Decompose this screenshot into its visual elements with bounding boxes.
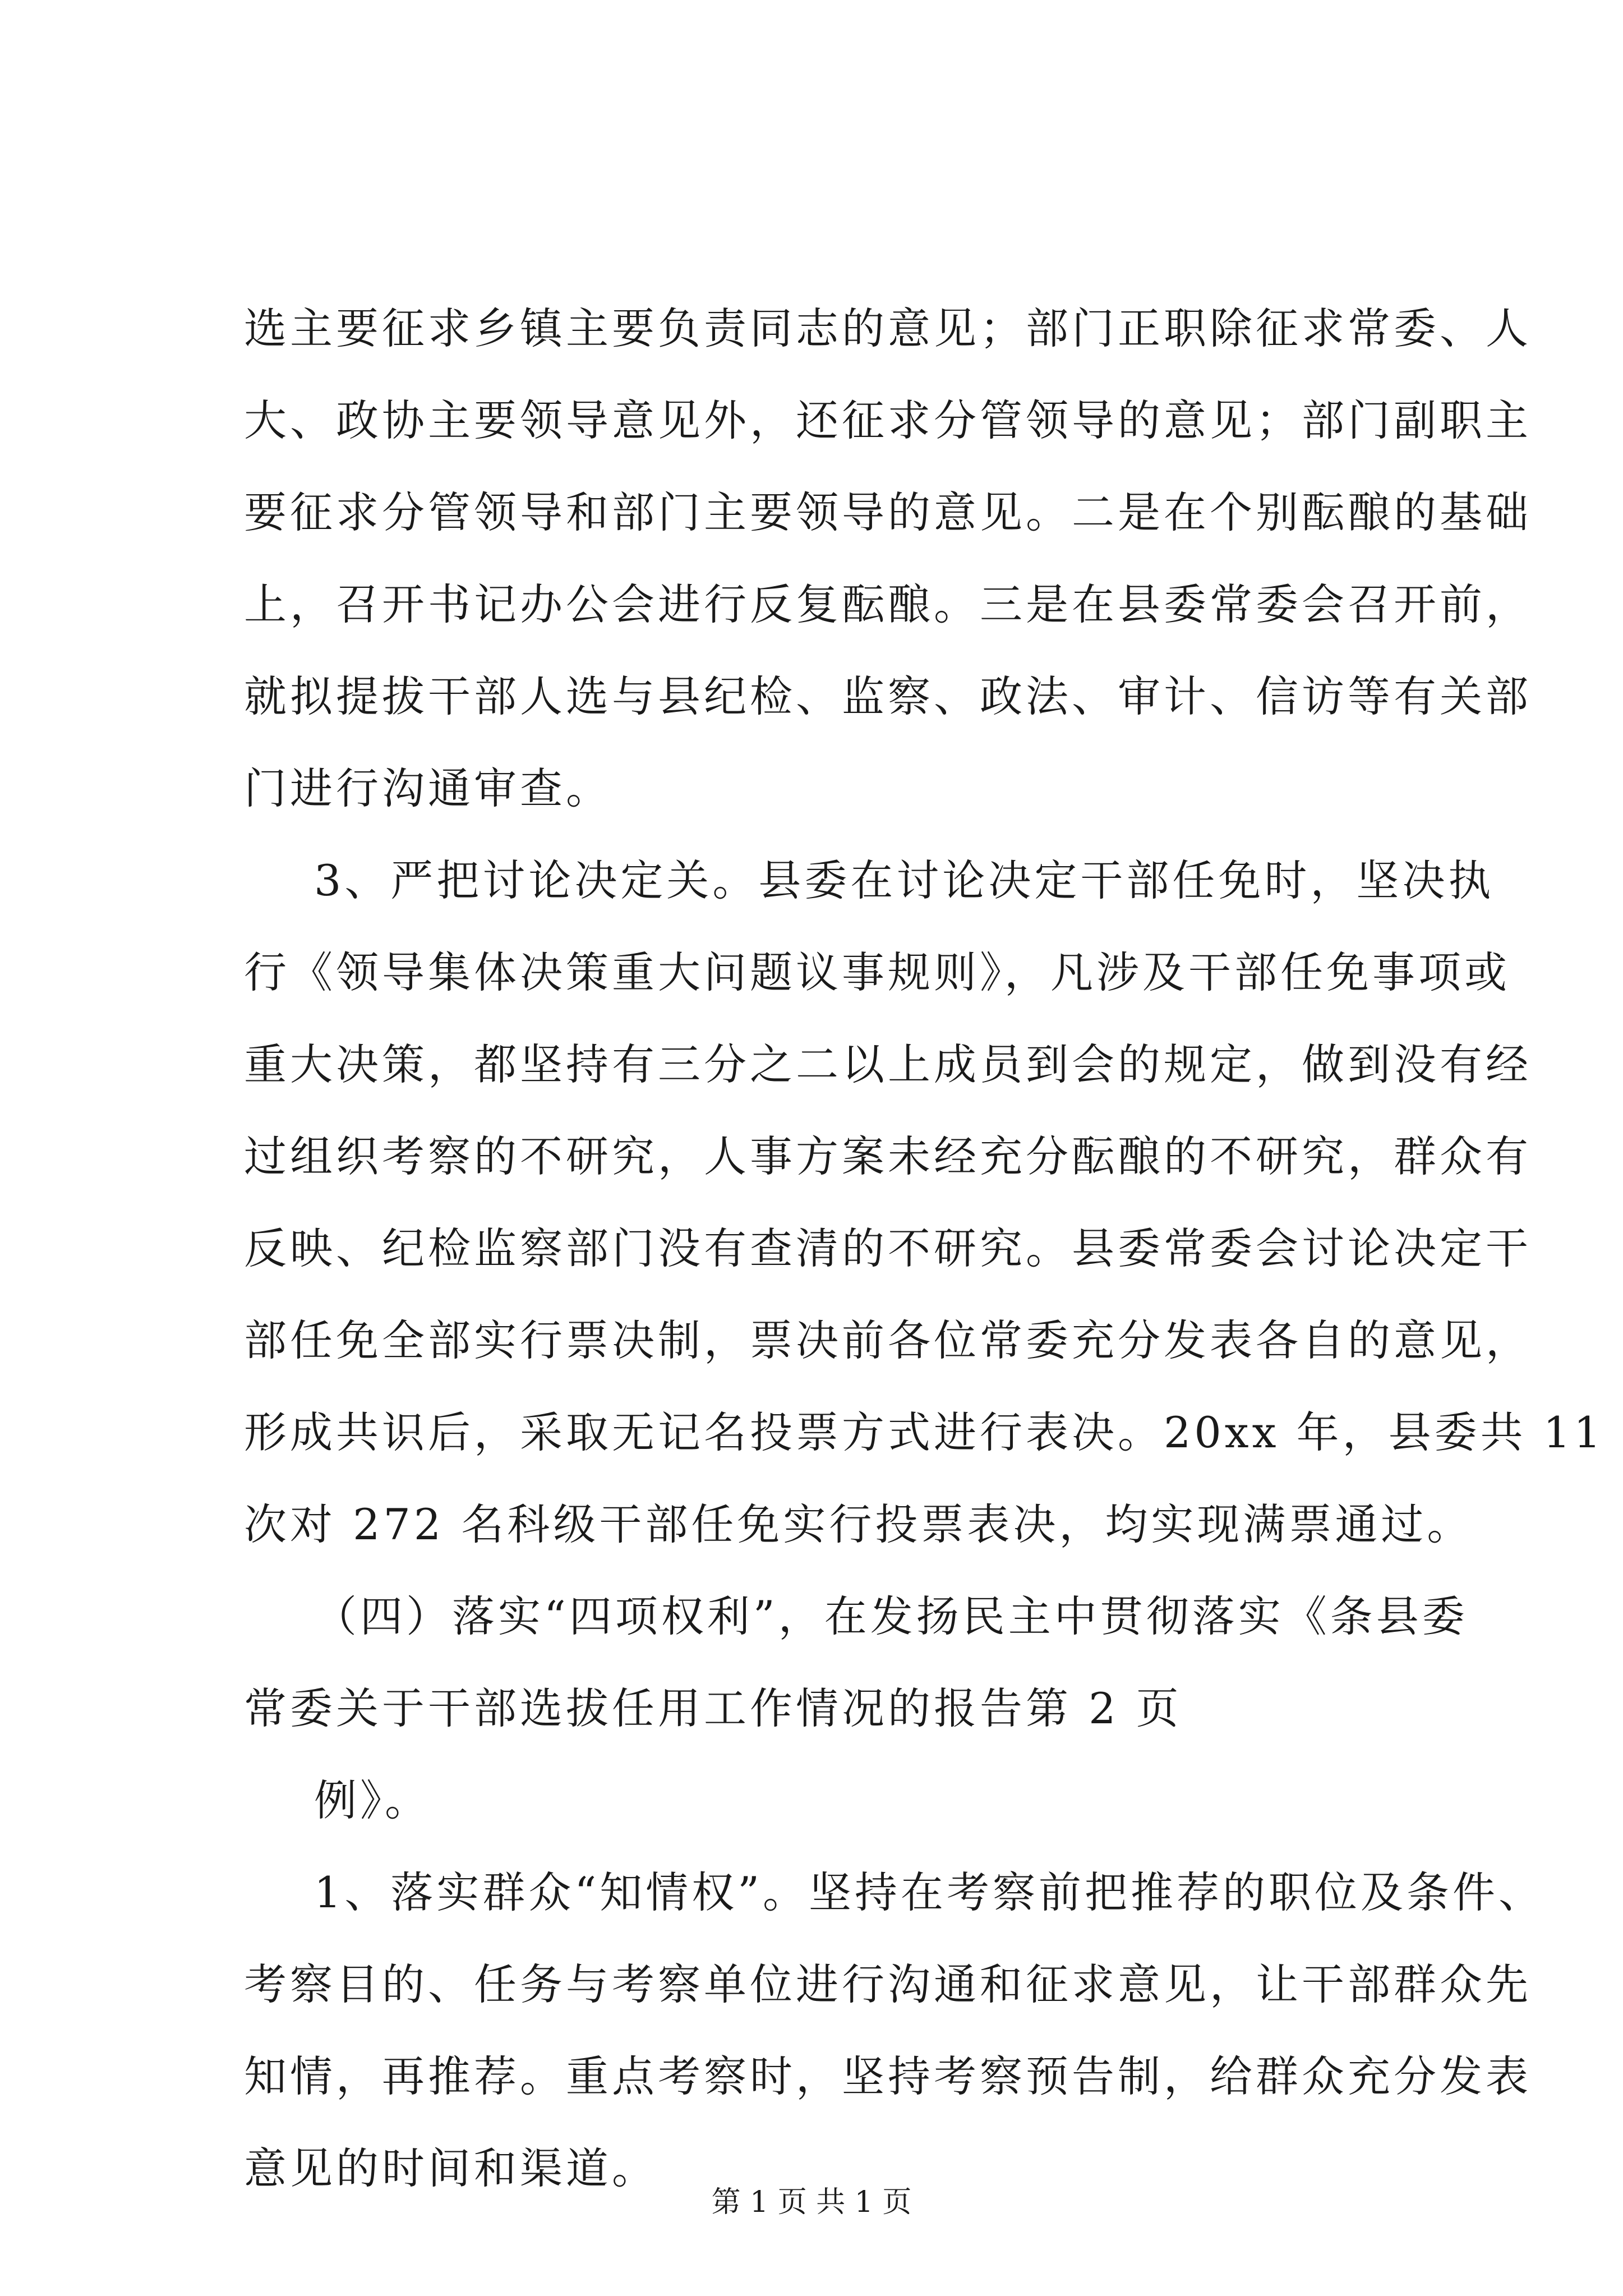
- body-line: 就拟提拔干部人选与县纪检、监察、政法、审计、信访等有关部: [244, 671, 1532, 721]
- paragraph-first-line: 3、严把讨论决定关。县委在讨论决定干部任免时，坚决执: [314, 855, 1495, 905]
- section-heading: （四）落实“四项权利”，在发扬民主中贯彻落实《条县委: [314, 1591, 1468, 1641]
- page-footer: 第 1 页 共 1 页: [711, 2185, 912, 2219]
- body-line: 形成共识后，采取无记名投票方式进行表决。20xx 年，县委共 11: [244, 1407, 1604, 1457]
- body-line: 大、政协主要领导意见外，还征求分管领导的意见；部门副职主: [244, 395, 1532, 445]
- body-line: 上，召开书记办公会进行反复酝酿。三是在县委常委会召开前，: [244, 579, 1532, 629]
- body-line: 意见的时间和渠道。: [244, 2143, 658, 2193]
- body-line: 常委关于干部选拔任用工作情况的报告第 2 页: [244, 1683, 1182, 1733]
- body-line: 知情，再推荐。重点考察时，坚持考察预告制，给群众充分发表: [244, 2051, 1532, 2101]
- paragraph-first-line: 1、落实群众“知情权”。坚持在考察前把推荐的职位及条件、: [314, 1867, 1545, 1917]
- body-line: 过组织考察的不研究，人事方案未经充分酝酿的不研究，群众有: [244, 1131, 1532, 1181]
- body-line: 例》。: [314, 1775, 431, 1825]
- body-line: 行《领导集体决策重大问题议事规则》，凡涉及干部任免事项或: [244, 947, 1510, 997]
- body-line: 部任免全部实行票决制，票决前各位常委充分发表各自的意见，: [244, 1315, 1532, 1365]
- body-line: 要征求分管领导和部门主要领导的意见。二是在个别酝酿的基础: [244, 487, 1532, 537]
- body-line: 门进行沟通审查。: [244, 763, 612, 813]
- body-line: 反映、纪检监察部门没有查清的不研究。县委常委会讨论决定干: [244, 1223, 1532, 1273]
- body-line: 选主要征求乡镇主要负责同志的意见；部门正职除征求常委、人: [244, 303, 1532, 353]
- body-line: 重大决策，都坚持有三分之二以上成员到会的规定，做到没有经: [244, 1039, 1532, 1089]
- body-line: 考察目的、任务与考察单位进行沟通和征求意见，让干部群众先: [244, 1959, 1532, 2009]
- body-line: 次对 272 名科级干部任免实行投票表决，均实现满票通过。: [244, 1499, 1473, 1549]
